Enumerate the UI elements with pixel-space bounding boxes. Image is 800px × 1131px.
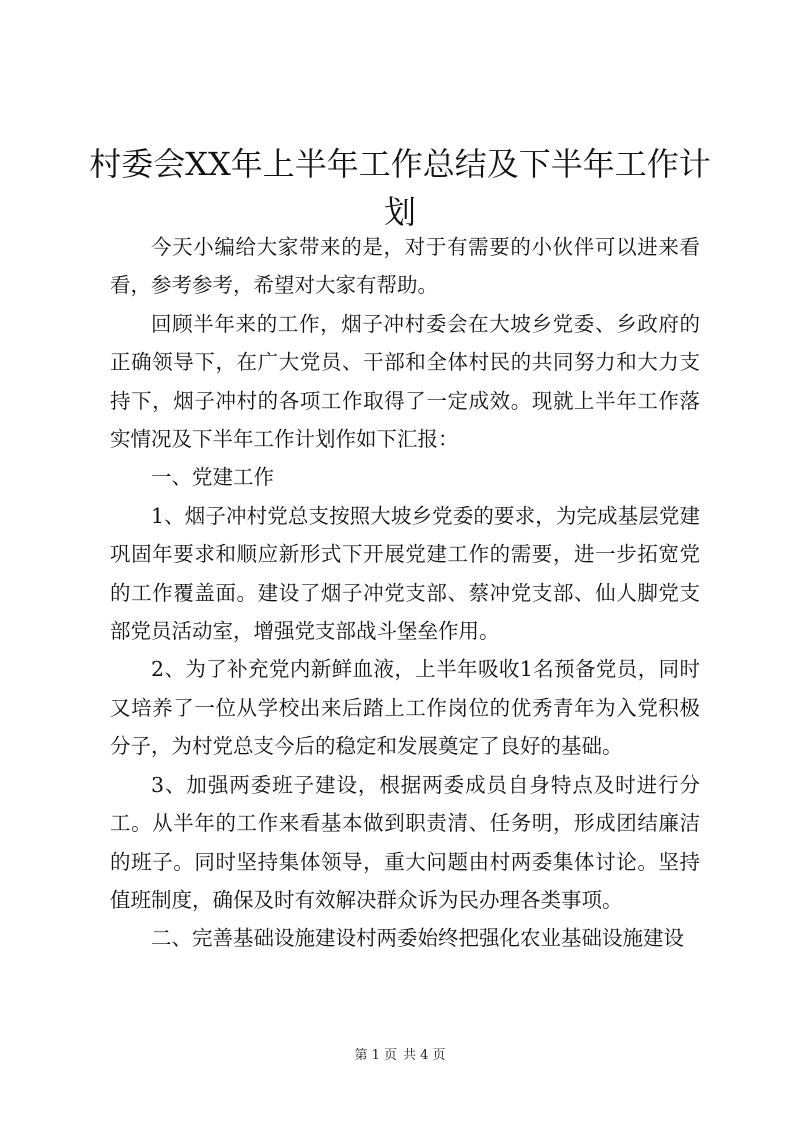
section-heading-party-building: 一、党建工作 (151, 465, 274, 490)
page-footer (0, 1047, 800, 1065)
page-total: 共 4 页 (403, 1048, 446, 1063)
page-number: 第 1 页 (354, 1048, 397, 1063)
paragraph-item-1: 1、烟子冲村党总支按照大坡乡党委的要求，为完成基层党建巩固年要求和顺应新形式下开展党建工作的需要，进一步拓宽党的工作覆盖面。建设了烟子冲党支部、蔡冲党支部、仙人脚党支部党员活动室，增强党支部战斗堡垒作用。 (110, 503, 700, 644)
title-line-2: 划 (383, 193, 416, 231)
title-line-1: 村委会XX年上半年工作总结及下半年工作计 (89, 145, 711, 183)
paragraph-review: 回顾半年来的工作，烟子冲村委会在大坡乡党委、乡政府的正确领导下，在广大党员、干部和全体村民的共同努力和大力支持下，烟子冲村的各项工作取得了一定成效。现就上半年工作落实情况及下半年工作计划作如下汇报： (110, 311, 700, 452)
section-heading-infrastructure: 二、完善基础设施建设村两委始终把强化农业基础设施建设 (151, 926, 684, 951)
document-body (110, 228, 700, 958)
document-title (80, 140, 720, 236)
paragraph-intro: 今天小编给大家带来的是，对于有需要的小伙伴可以进来看看，参考参考，希望对大家有帮助。 (110, 235, 700, 298)
paragraph-item-3: 3、加强两委班子建设，根据两委成员自身特点及时进行分工。从半年的工作来看基本做到职责清、任务明，形成团结廉洁的班子。同时坚持集体领导，重大问题由村两委集体讨论。坚持值班制度，确保及时有效解决群众诉为民办理各类事项。 (110, 772, 700, 912)
paragraph-item-2: 2、为了补充党内新鲜血液，上半年吸收1名预备党员，同时又培养了一位从学校出来后踏上工作岗位的优秀青年为入党积极分子，为村党总支今后的稳定和发展奠定了良好的基础。 (110, 657, 700, 759)
